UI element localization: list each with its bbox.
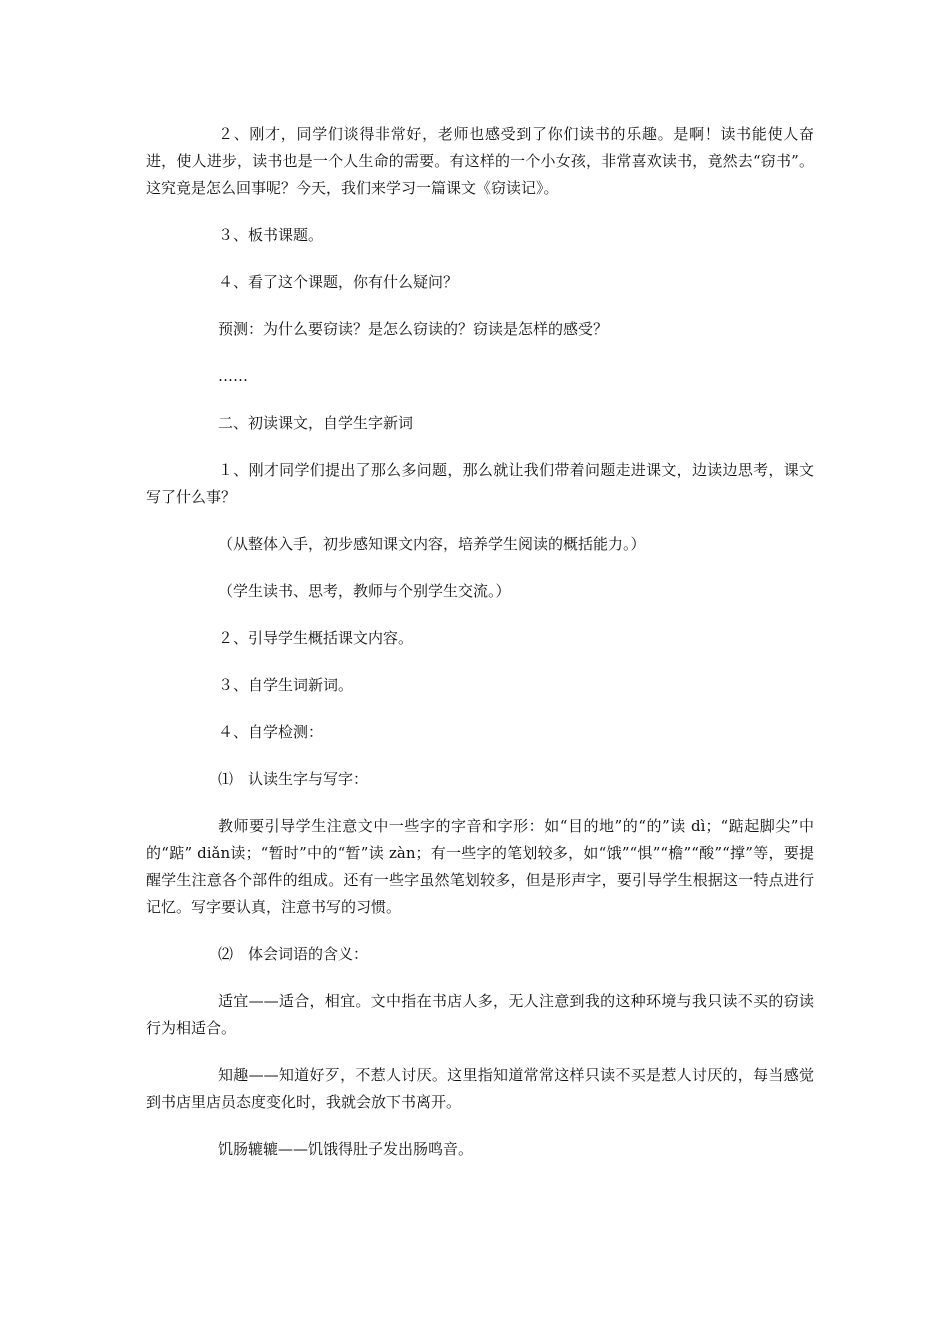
paragraph-prediction: 预测：为什么要窃读？是怎么窃读的？窃读是怎样的感受？: [218, 320, 609, 338]
paragraph-read-1: １、刚才同学们提出了那么多问题，那么就让我们带着问题走进课文，边读边思考，课文写了什么事？: [146, 461, 814, 506]
paragraph-step-3: ３、板书课题。: [218, 226, 324, 244]
section-heading-2: 二、初读课文，自学生字新词: [218, 414, 414, 432]
subheading-characters: ⑴ 认读生字与写字：: [218, 770, 369, 788]
paragraph-note-1: （从整体入手，初步感知课文内容，培养学生阅读的概括能力。）: [218, 535, 646, 553]
paragraph-read-2: ２、引导学生概括课文内容。: [218, 629, 414, 647]
paragraph-ellipsis: ……: [218, 367, 248, 385]
paragraph-characters: 教师要引导学生注意文中一些字的字音和字形：如“目的地”的“的”读 dì；“踮起脚尖”中的“踮” diǎn读；“暂时”中的“暂”读 zàn；有一些字的笔划较多，如“饿”“惧”“檐”“酸”“撑”等，要提醒学生注意各个部件的组成。还有一些字虽然笔划较多，但是形声字，要引导学生根据这一特点进行记忆。写字要认真，注意书写的习惯。: [146, 817, 814, 916]
paragraph-vocab-shiyi: 适宜——适合，相宜。文中指在书店人多，无人注意到我的这种环境与我只读不买的窃读行为相适合。: [146, 992, 814, 1037]
paragraph-read-4: ４、自学检测：: [218, 723, 324, 741]
paragraph-vocab-zhiqu: 知趣——知道好歹，不惹人讨厌。这里指知道常常这样只读不买是惹人讨厌的，每当感觉到书店里店员态度变化时，我就会放下书离开。: [146, 1066, 814, 1111]
paragraph-note-2: （学生读书、思考，教师与个别学生交流。）: [218, 582, 511, 600]
paragraph-step-4: ４、看了这个课题，你有什么疑问？: [218, 273, 459, 291]
subheading-vocabulary: ⑵ 体会词语的含义：: [218, 945, 369, 963]
paragraph-read-3: ３、自学生词新词。: [218, 676, 354, 694]
document-body: [146, 121, 814, 1183]
paragraph-vocab-jichang: 饥肠辘辘——饥饿得肚子发出肠鸣音。: [218, 1140, 474, 1158]
paragraph-intro-2: ２、刚才，同学们谈得非常好，老师也感受到了你们读书的乐趣。是啊！读书能使人奋进，使人进步，读书也是一个人生命的需要。有这样的一个小女孩，非常喜欢读书，竟然去“窃书”。这究竟是怎么回事呢？今天，我们来学习一篇课文《窃读记》。: [146, 125, 814, 197]
